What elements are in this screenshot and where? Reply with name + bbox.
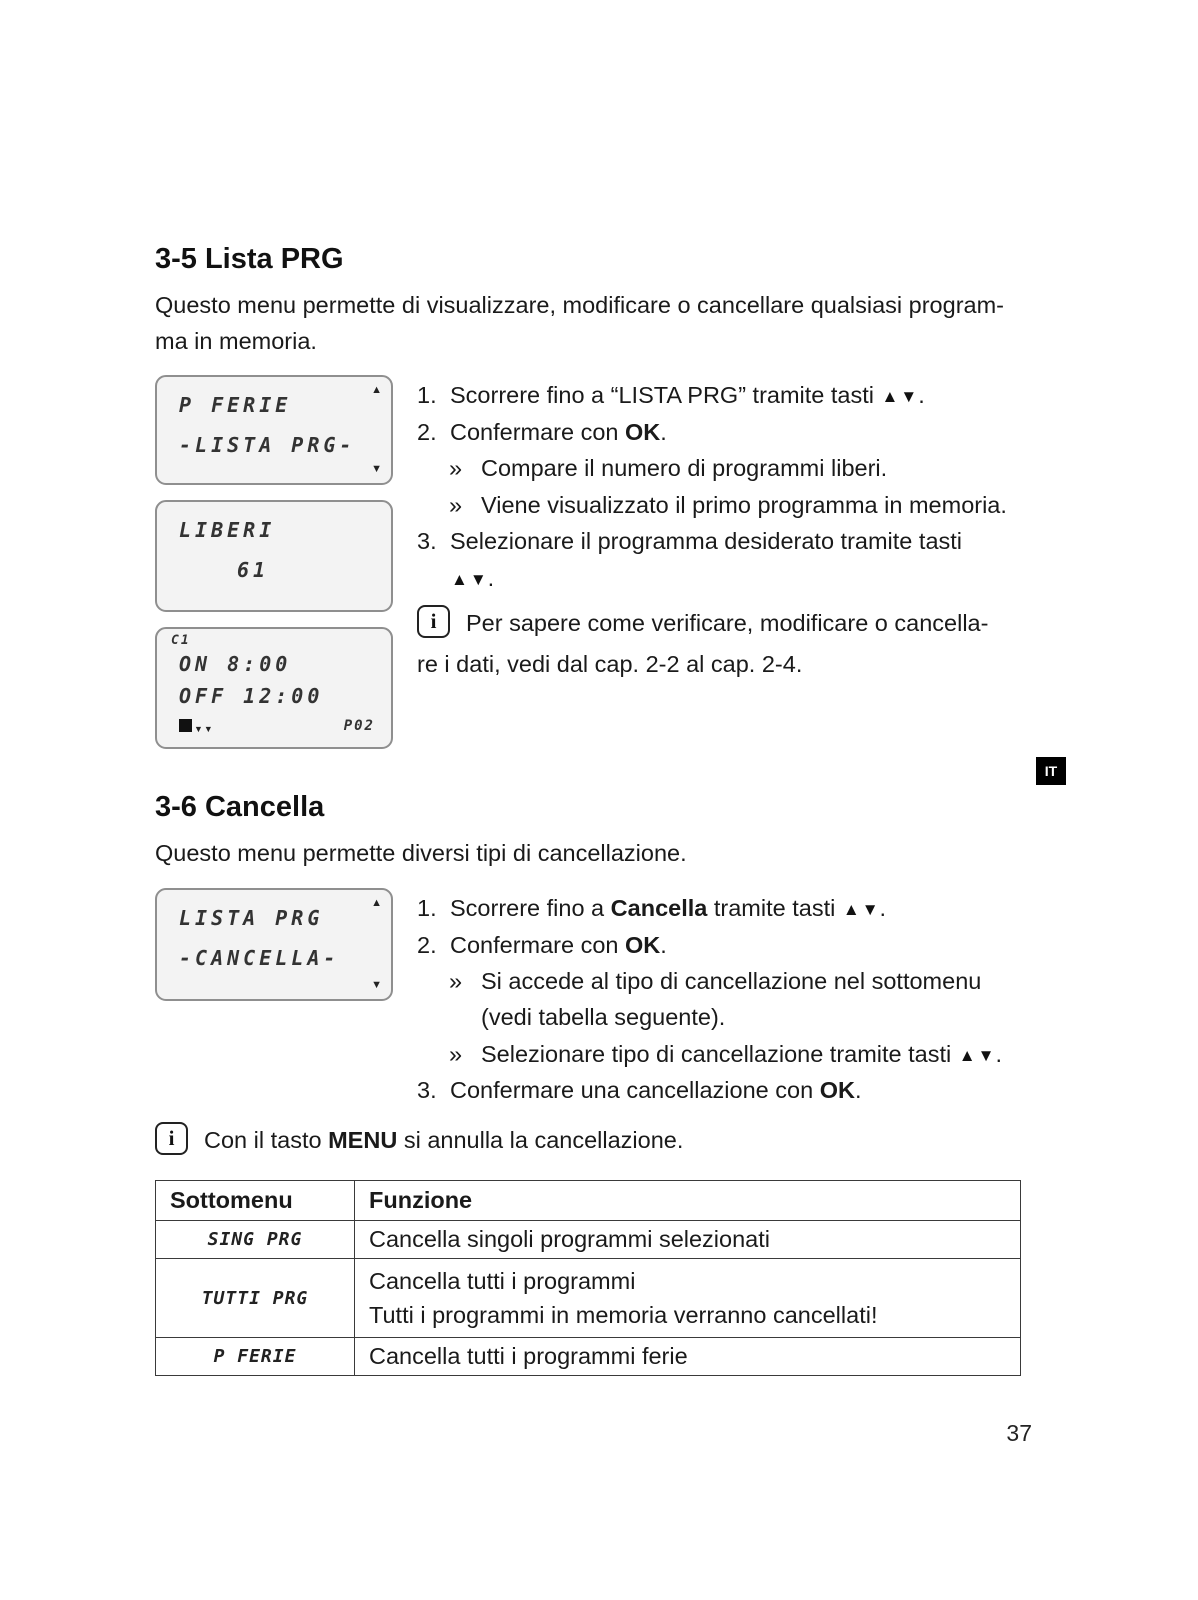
table-header-row <box>156 1180 1021 1220</box>
note-text <box>204 1119 683 1158</box>
note-text-line-2: re i dati, vedi dal cap. 2-2 al cap. 2-4. <box>417 651 803 678</box>
step-text-part: Confermare con <box>450 931 619 958</box>
step-3 <box>417 1072 1035 1108</box>
note-text-part: Con il tasto <box>204 1126 322 1153</box>
section-3-5-heading: 3-5 Lista PRG <box>155 243 344 275</box>
bullet-text <box>481 1036 1002 1072</box>
bullet-marker-icon: » <box>449 968 463 994</box>
steps-column-3-6 <box>417 888 1035 1109</box>
submenu-function-table <box>155 1180 1021 1376</box>
lcd-line: LISTA PRG <box>179 906 324 931</box>
info-note-3-5 <box>417 602 1035 641</box>
bullet-text-part: Selezionare tipo di cancellazione tramite tasti <box>481 1040 952 1067</box>
step-text <box>450 414 667 450</box>
info-icon: i <box>155 1122 188 1155</box>
section-3-6-heading: 3-6 Cancella <box>155 791 325 824</box>
bullet-2 <box>449 487 1035 523</box>
bullet-1 <box>449 963 1035 1036</box>
table-header-sottomenu: Sottomenu <box>156 1180 355 1220</box>
function-line-2: Tutti i programmi in memoria verranno cancellati! <box>369 1302 878 1328</box>
bullet-2 <box>449 1036 1035 1072</box>
lcd-program-number: P02 <box>343 718 375 735</box>
step-number: 2. <box>417 931 437 958</box>
lcd-column <box>155 375 393 749</box>
step-number: 3. <box>417 528 437 555</box>
lcd-column-2 <box>155 888 393 1001</box>
lcd-display-program <box>155 627 393 749</box>
step-text <box>450 890 886 926</box>
step-text-bold: OK <box>625 418 661 445</box>
table-row <box>156 1258 1021 1337</box>
function-cell <box>355 1258 1021 1337</box>
step-text-bold: OK <box>819 1077 855 1104</box>
step-number: 2. <box>417 418 437 445</box>
step-text-part: Selezionare il programma desiderato tramite tasti <box>450 528 963 555</box>
step-text <box>450 523 962 596</box>
section-3-5-intro <box>155 288 1035 359</box>
note-text-part: si annulla la cancellazione. <box>403 1126 684 1153</box>
page-content <box>155 243 1035 1376</box>
step-text-part: Confermare una cancellazione con <box>450 1077 814 1104</box>
submenu-cell: SING PRG <box>156 1220 355 1258</box>
bullet-text-line-2: (vedi tabella seguente). <box>481 1004 726 1031</box>
note-text-bold: MENU <box>328 1126 398 1153</box>
bullet-1 <box>449 450 1035 486</box>
step-2 <box>417 414 1035 450</box>
table-row <box>156 1220 1021 1258</box>
info-note-3-6 <box>155 1119 1035 1158</box>
lcd-line: OFF 12:00 <box>179 684 324 709</box>
intro-line-1: Questo menu permette di visualizzare, modificare o cancellare qualsiasi program- <box>155 292 1004 318</box>
step-number: 1. <box>417 382 437 409</box>
bullet-marker-icon: » <box>449 1040 463 1067</box>
lcd-channel-label: C1 <box>171 633 191 649</box>
tiny-arrows-icon: ▼▼ <box>194 724 214 735</box>
step-number: 3. <box>417 1077 437 1104</box>
step-text-part: . <box>879 895 887 922</box>
table-row <box>156 1338 1021 1376</box>
down-arrow-icon: ▼ <box>861 900 879 920</box>
step-number: 1. <box>417 895 437 922</box>
bullet-text: Compare il numero di programmi liberi. <box>481 455 888 482</box>
lcd-display-menu-cancella <box>155 888 393 1001</box>
section-3-6 <box>155 791 1035 1376</box>
page-number: 37 <box>1006 1420 1032 1446</box>
steps-column-3-5 <box>417 375 1035 682</box>
scroll-down-icon: ▼ <box>371 979 382 992</box>
step-text-part: . <box>660 418 667 445</box>
scroll-down-icon: ▼ <box>371 463 382 476</box>
up-arrow-icon: ▲ <box>958 1045 976 1065</box>
lcd-line: ON 8:00 <box>179 652 292 677</box>
down-arrow-icon: ▼ <box>469 569 487 589</box>
step-text-part: Scorrere fino a “LISTA PRG” tramite tasti <box>450 382 874 409</box>
section-3-5-body <box>155 375 1035 749</box>
function-line-1: Cancella tutti i programmi <box>369 1267 636 1294</box>
lcd-line: 61 <box>237 558 270 583</box>
step-text-part: tramite tasti <box>713 895 836 922</box>
step-text-part: Confermare con <box>450 418 619 445</box>
lcd-line: -CANCELLA- <box>179 946 340 971</box>
bullet-marker-icon: » <box>449 491 463 518</box>
function-cell: Cancella singoli programmi selezionati <box>355 1220 1021 1258</box>
step-text-part: . <box>660 931 667 958</box>
down-arrow-icon: ▼ <box>900 387 918 407</box>
language-badge: IT <box>1036 757 1066 785</box>
up-arrow-icon: ▲ <box>451 569 468 589</box>
bullet-text: Viene visualizzato il primo programma in memoria. <box>481 491 1007 518</box>
lcd-line: LIBERI <box>179 518 276 543</box>
step-text-bold: OK <box>625 931 661 958</box>
bullet-text-line-1: Si accede al tipo di cancellazione nel sottomenu <box>481 968 982 994</box>
lcd-display-menu-listaprg <box>155 375 393 485</box>
step-text-part: . <box>854 1077 862 1104</box>
up-arrow-icon: ▲ <box>842 900 860 920</box>
step-3 <box>417 523 1035 596</box>
section-3-6-intro: Questo menu permette diversi tipi di cancellazione. <box>155 840 687 867</box>
lcd-mode-indicator <box>179 716 214 734</box>
lcd-display-liberi <box>155 500 393 612</box>
bullet-marker-icon: » <box>449 455 463 482</box>
step-text <box>450 927 667 963</box>
submenu-cell: P FERIE <box>156 1338 355 1376</box>
step-text-part: . <box>487 564 495 591</box>
lcd-status-row <box>179 716 375 734</box>
lcd-line: -LISTA PRG- <box>179 433 356 458</box>
scroll-up-icon: ▲ <box>371 897 382 910</box>
intro-line-2: ma in memoria. <box>155 327 317 354</box>
note-text-line-1: Per sapere come verificare, modificare o cancella- <box>466 609 989 636</box>
lcd-line: P FERIE <box>179 393 292 418</box>
step-text <box>450 1072 861 1108</box>
bullet-text-part: . <box>995 1040 1002 1067</box>
step-2 <box>417 927 1035 963</box>
function-cell: Cancella tutti i programmi ferie <box>355 1338 1021 1376</box>
step-1 <box>417 890 1035 926</box>
section-3-6-body <box>155 888 1035 1109</box>
up-arrow-icon: ▲ <box>881 387 899 407</box>
scroll-up-icon: ▲ <box>371 384 382 397</box>
table-header-funzione: Funzione <box>355 1180 1021 1220</box>
step-1 <box>417 377 1035 413</box>
down-arrow-icon: ▼ <box>977 1045 995 1065</box>
info-icon: i <box>417 605 450 638</box>
submenu-cell: TUTTI PRG <box>156 1258 355 1337</box>
step-text-bold: Cancella <box>610 895 708 922</box>
bullet-text <box>481 963 981 1036</box>
step-text-part: . <box>918 382 925 409</box>
step-text <box>450 377 925 413</box>
block-icon <box>179 719 192 732</box>
step-text-part: Scorrere fino a <box>450 895 605 922</box>
